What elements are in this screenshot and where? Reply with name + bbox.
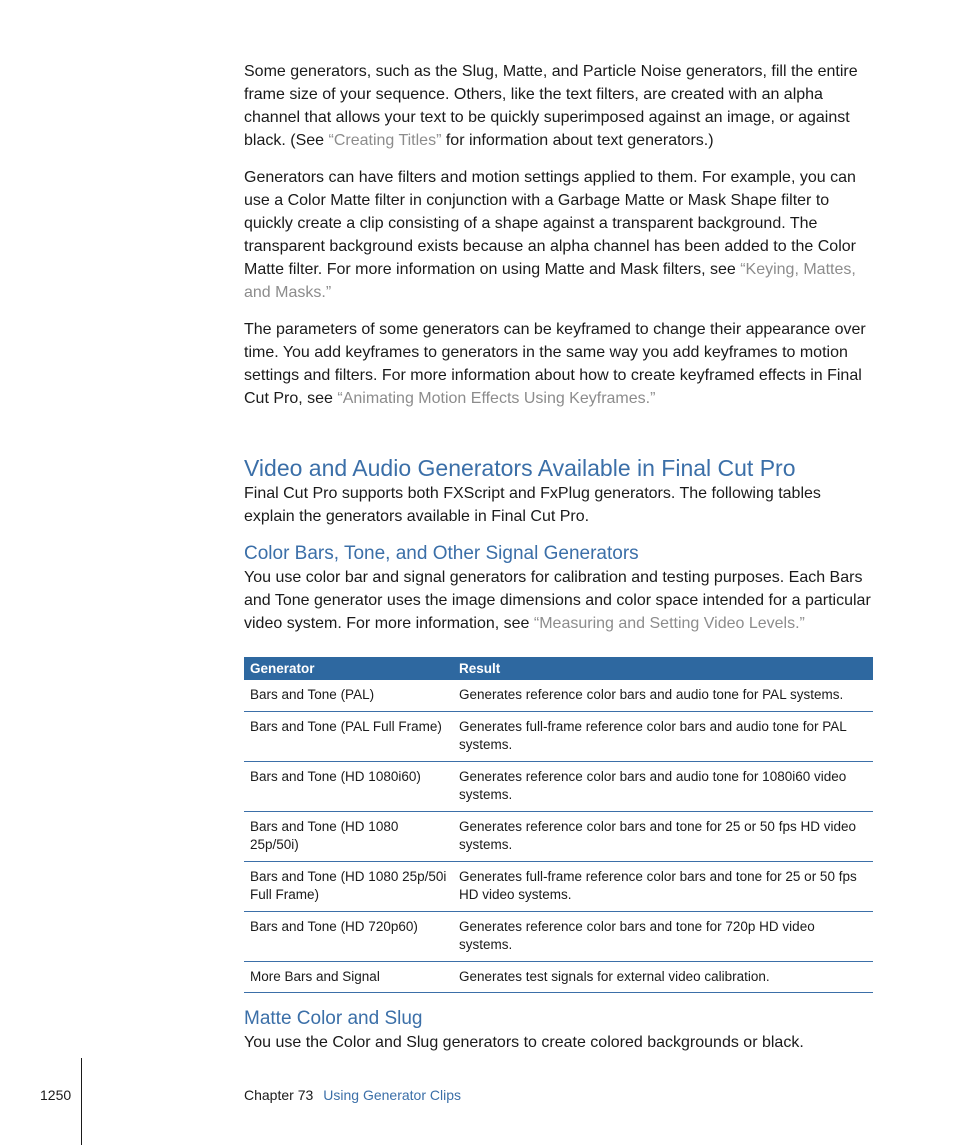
color-bars-heading: Color Bars, Tone, and Other Signal Generators: [244, 543, 639, 564]
table-header-row: [244, 657, 873, 680]
generators-table: [244, 657, 873, 993]
result-cell: Generates reference color bars and audio tone for 1080i60 video systems.: [453, 761, 873, 811]
table-row: [244, 961, 873, 993]
result-cell: Generates full-frame reference color bars and tone for 25 or 50 fps HD video systems.: [453, 861, 873, 911]
matte-heading: Matte Color and Slug: [244, 1008, 423, 1029]
header-generator: Generator: [244, 657, 453, 680]
result-cell: Generates full-frame reference color bars and audio tone for PAL systems.: [453, 711, 873, 761]
color-bars-body-text: You use color bar and signal generators for calibration and testing purposes. Each Bars and Tone generator uses the image dimensions and color space intended for a particular video system. For more information, see: [244, 569, 871, 632]
intro-paragraph-2-text: Generators can have filters and motion settings applied to them. For example, you can use a Color Matte filter in conjunction with a Garbage Matte or Mask Shape filter to quickly create a clip consisting of a shape against a transparent background. The transparent background exists because an alpha channel has been added to the Color Matte filter. For more information on using Matte and Mask filters, see: [244, 169, 856, 278]
result-cell: Generates reference color bars and tone for 720p HD video systems.: [453, 911, 873, 961]
chapter-number: Chapter 73: [244, 1087, 314, 1103]
intro-paragraph-1-text: Some generators, such as the Slug, Matte, and Particle Noise generators, fill the entire frame size of your sequence. Others, like the text filters, are created with an alpha channel that allows your text to be quickly superimposed against an image, or against black. (See: [244, 63, 858, 149]
page-number: 1250: [40, 1087, 72, 1103]
animating-keyframes-link[interactable]: “Animating Motion Effects Using Keyframes.”: [337, 390, 656, 407]
result-cell: Generates reference color bars and audio tone for PAL systems.: [453, 680, 873, 711]
result-cell: Generates test signals for external video calibration.: [453, 961, 873, 993]
section-heading: Video and Audio Generators Available in Final Cut Pro: [244, 455, 796, 481]
table-row: [244, 811, 873, 861]
generator-cell: Bars and Tone (HD 1080 25p/50i): [244, 811, 453, 861]
section-body: Final Cut Pro supports both FXScript and FxPlug generators. The following tables explain the generators available in Final Cut Pro.: [244, 485, 821, 525]
intro-paragraph-3-text: The parameters of some generators can be keyframed to change their appearance over time. You add keyframes to generators in the same way you add keyframes to motion settings and filters. For more information about how to create keyframed effects in Final Cut Pro, see: [244, 321, 866, 407]
intro-paragraph-1: [244, 60, 876, 152]
footer-divider: [81, 1058, 82, 1145]
chapter-title-link[interactable]: Using Generator Clips: [323, 1087, 462, 1103]
page-content: [244, 60, 876, 1068]
keying-mattes-masks-link[interactable]: “Keying, Mattes, and Masks.”: [244, 261, 856, 301]
generator-cell: Bars and Tone (PAL): [244, 680, 453, 711]
result-cell: Generates reference color bars and tone for 25 or 50 fps HD video systems.: [453, 811, 873, 861]
chapter-label: [244, 1087, 461, 1103]
intro-paragraph-1-tail: for information about text generators.): [441, 132, 714, 149]
generator-cell: Bars and Tone (HD 1080 25p/50i Full Frame): [244, 861, 453, 911]
table-row: [244, 861, 873, 911]
generator-cell: Bars and Tone (HD 720p60): [244, 911, 453, 961]
intro-paragraph-2: [244, 166, 876, 304]
generator-cell: More Bars and Signal: [244, 961, 453, 993]
table-row: [244, 761, 873, 811]
generator-cell: Bars and Tone (HD 1080i60): [244, 761, 453, 811]
intro-paragraph-3: [244, 318, 876, 410]
generator-cell: Bars and Tone (PAL Full Frame): [244, 711, 453, 761]
table-row: [244, 711, 873, 761]
color-bars-body: [244, 566, 876, 635]
header-result: Result: [453, 657, 873, 680]
creating-titles-link[interactable]: “Creating Titles”: [328, 132, 442, 149]
matte-body: You use the Color and Slug generators to create colored backgrounds or black.: [244, 1034, 804, 1051]
table-row: [244, 680, 873, 711]
table-row: [244, 911, 873, 961]
video-levels-link[interactable]: “Measuring and Setting Video Levels.”: [533, 615, 805, 632]
